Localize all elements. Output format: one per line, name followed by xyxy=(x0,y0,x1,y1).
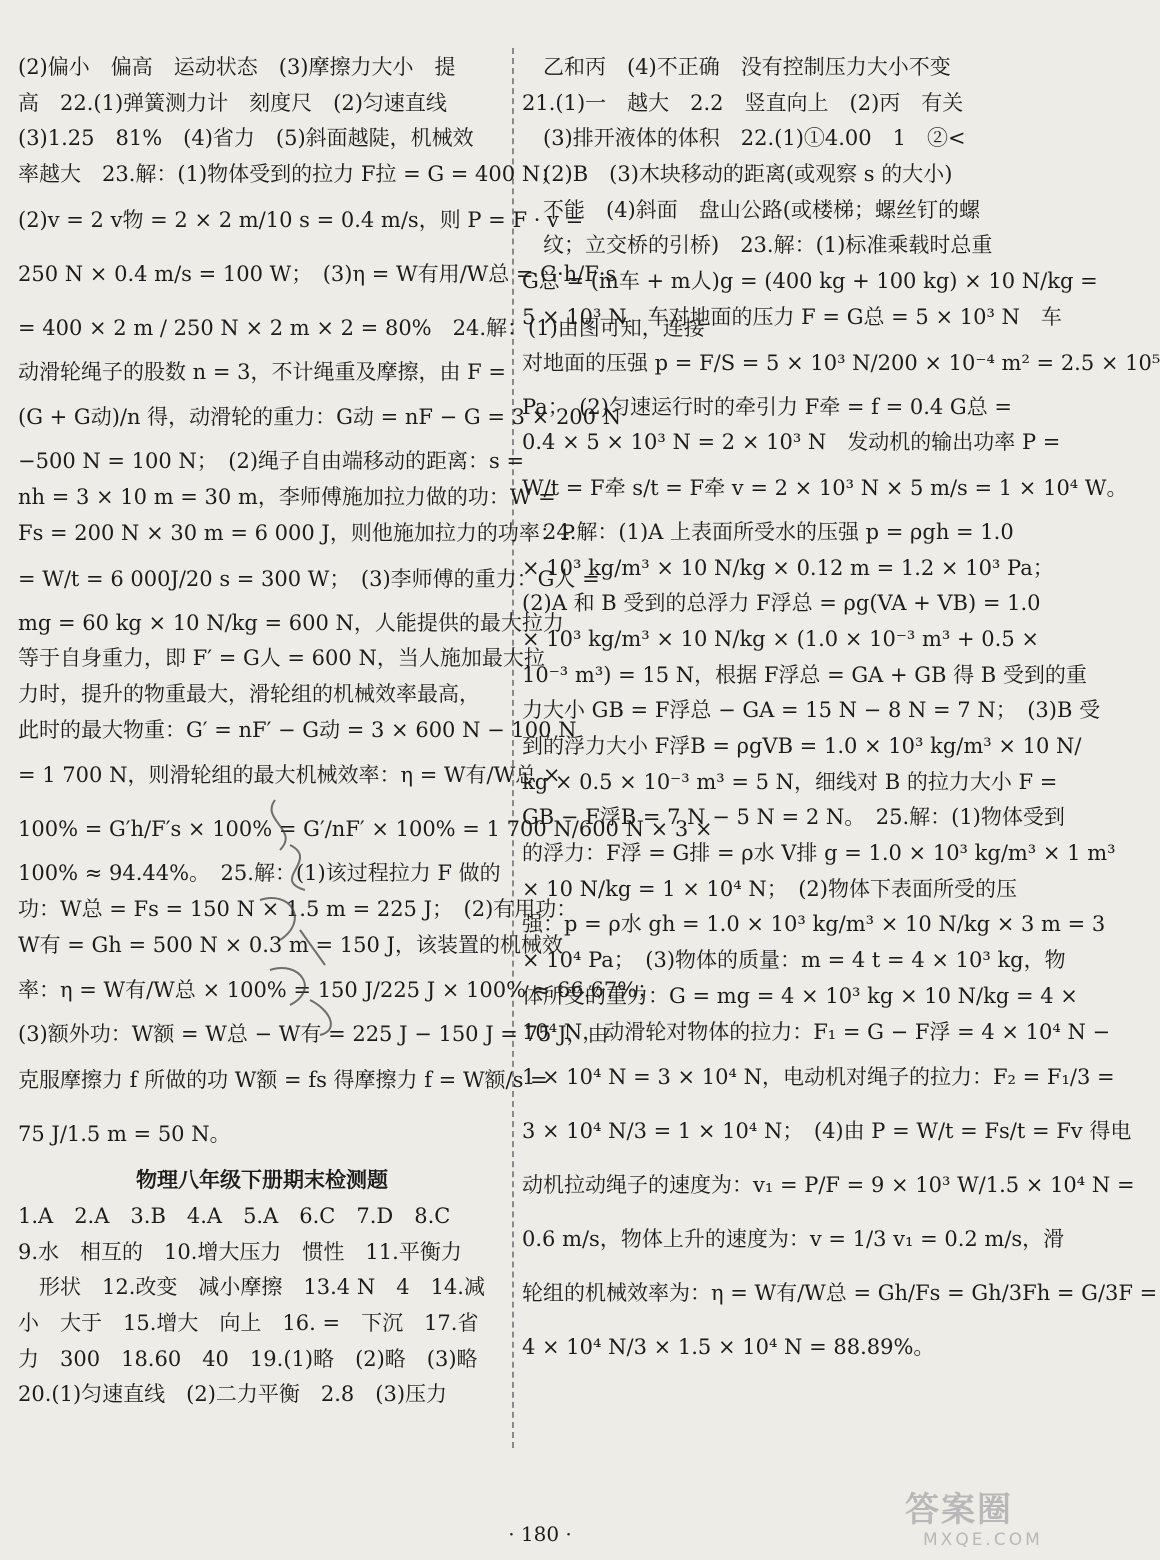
page-number: · 180 · xyxy=(508,1522,572,1546)
text-line: W/t = F牵 s/t = F牵 v = 2 × 10³ N × 5 m/s = 1 × 10⁴ W。 xyxy=(522,475,1128,500)
text-line: 10⁻³ m³) = 15 N，根据 F浮总 = GA + GB 得 B 受到的重 xyxy=(522,662,1087,687)
text-line: 75 J/1.5 m = 50 N。 xyxy=(18,1122,231,1146)
text-line: 乙和丙 (4)不正确 没有控制压力大小不变 xyxy=(522,55,951,79)
right-column xyxy=(522,50,1160,1374)
watermark-logo-text: 答案圈 xyxy=(905,1490,1013,1530)
text-line: W有 = Gh = 500 N × 0.3 m = 150 J，该装置的机械效 xyxy=(18,932,563,957)
text-line: 率越大 23.解：(1)物体受到的拉力 F拉 = G = 400 N； xyxy=(18,162,562,187)
text-line: Pa； (2)匀速运行时的牵引力 F牵 = f = 0.4 G总 = xyxy=(522,394,1012,419)
text-line: 力大小 GB = F浮总 − GA = 15 N − 8 N = 7 N； (3)B 受 xyxy=(522,698,1101,723)
text-line: 21.(1)一 越大 2.2 竖直向上 (2)丙 有关 xyxy=(522,90,964,115)
text-line: 功：W总 = Fs = 150 N × 1.5 m = 225 J； (2)有用功： xyxy=(18,896,578,921)
text-line: (3)额外功：W额 = W总 − W有 = 225 J − 150 J = 75 J，由 xyxy=(18,1022,609,1047)
section-title: 物理八年级下册期末检测题 xyxy=(136,1168,388,1192)
text-line: 轮组的机械效率为：η = W有/W总 = Gh/Fs = Gh/3Fh = G/3F = xyxy=(522,1281,1158,1306)
text-line: 250 N × 0.4 m/s = 100 W； (3)η = W有用/W总 = G·h/F·s xyxy=(18,261,617,286)
text-line: 率：η = W有/W总 × 100% = 150 J/225 J × 100% ≈ 66.67%； xyxy=(18,978,659,1003)
answer-line: 1.A 2.A 3.B 4.A 5.A 6.C 7.D 8.C xyxy=(18,1204,451,1228)
text-line: G总 = (m车 + m人)g = (400 kg + 100 kg) × 10 N/kg = xyxy=(522,269,1098,294)
text-line: 0.6 m/s，物体上升的速度为：v = 1/3 v₁ = 0.2 m/s，滑 xyxy=(522,1227,1065,1252)
text-line: = 400 × 2 m / 250 N × 2 m × 2 = 80% 24.解：(1)由图可知，连接 xyxy=(18,315,705,340)
answer-line: 小 大于 15.增大 向上 16. = 下沉 17.省 xyxy=(18,1311,479,1336)
text-line: × 10³ kg/m³ × 10 N/kg × 0.12 m = 1.2 × 10³ Pa； xyxy=(522,555,1054,580)
text-line: × 10³ kg/m³ × 10 N/kg × (1.0 × 10⁻³ m³ + 0.5 × xyxy=(522,626,1039,651)
text-line: = 1 700 N，则滑轮组的最大机械效率：η = W有/W总 × xyxy=(18,763,561,788)
text-line: 24.解：(1)A 上表面所受水的压强 p = ρgh = 1.0 xyxy=(522,519,1014,544)
text-line: 等于自身重力，即 F′ = G人 = 600 N，当人施加最大拉 xyxy=(18,646,545,671)
text-line: 3 × 10⁴ N/3 = 1 × 10⁴ N； (4)由 P = W/t = Fs/t = Fv 得电 xyxy=(522,1119,1132,1144)
text-line: (3)1.25 81% (4)省力 (5)斜面越陡，机械效 xyxy=(18,126,474,151)
left-column xyxy=(18,50,713,1413)
answer-line: 力 300 18.60 40 19.(1)略 (2)略 (3)略 xyxy=(18,1346,478,1371)
column-divider xyxy=(512,48,514,1448)
text-line: 的浮力：F浮 = G排 = ρ水 V排 g = 1.0 × 10³ kg/m³ × 1 m³ xyxy=(522,841,1116,866)
text-line: 高 22.(1)弹簧测力计 刻度尺 (2)匀速直线 xyxy=(18,90,447,115)
text-line: 到的浮力大小 F浮B = ρgVB = 1.0 × 10³ kg/m³ × 10 N/ xyxy=(522,734,1082,758)
answer-line: 20.(1)匀速直线 (2)二力平衡 2.8 (3)压力 xyxy=(18,1382,448,1407)
text-line: 动机拉动绳子的速度为：v₁ = P/F = 9 × 10³ W/1.5 × 10⁴ N = xyxy=(522,1173,1135,1198)
text-line: 体所受的重力：G = mg = 4 × 10³ kg × 10 N/kg = 4 × xyxy=(522,983,1078,1008)
text-line: 10⁴ N，动滑轮对物体的拉力：F₁ = G − F浮 = 4 × 10⁴ N − xyxy=(522,1019,1111,1044)
text-line: 0.4 × 5 × 10³ N = 2 × 10³ N 发动机的输出功率 P = xyxy=(522,430,1061,455)
text-line: (3)排开液体的体积 22.(1)①4.00 1 ②< xyxy=(522,126,966,151)
text-line: Fs = 200 N × 30 m = 6 000 J，则他施加拉力的功率：P xyxy=(18,520,575,545)
text-line: = W/t = 6 000J/20 s = 300 W； (3)李师傅的重力：G人 = xyxy=(18,566,600,591)
text-line: 5 × 10³ N 车对地面的压力 F = G总 = 5 × 10³ N 车 xyxy=(522,304,1062,329)
text-line: GB − F浮B = 7 N − 5 N = 2 N。 25.解：(1)物体受到 xyxy=(522,805,1065,830)
text-line: 此时的最大物重：G′ = nF′ − G动 = 3 × 600 N − 100 N xyxy=(18,717,577,742)
answer-line: 形状 12.改变 减小摩擦 13.4 N 4 14.减 xyxy=(18,1275,485,1300)
text-line: 100% ≈ 94.44%。 25.解：(1)该过程拉力 F 做的 xyxy=(18,861,501,886)
text-line: mg = 60 kg × 10 N/kg = 600 N，人能提供的最大拉力 xyxy=(18,610,564,635)
text-line: (2)B (3)木块移动的距离(或观察 s 的大小) xyxy=(522,162,953,187)
text-line: × 10⁴ Pa； (3)物体的质量：m = 4 t = 4 × 10³ kg，物 xyxy=(522,948,1066,973)
text-line: 动滑轮绳子的股数 n = 3，不计绳重及摩擦，由 F = xyxy=(18,359,507,384)
text-line: 力时，提升的物重最大，滑轮组的机械效率最高， xyxy=(18,681,480,706)
text-line: 对地面的压强 p = F/S = 5 × 10³ N/200 × 10⁻⁴ m² = 2.5 × 10⁵ xyxy=(522,350,1160,375)
text-line: 4 × 10⁴ N/3 × 1.5 × 10⁴ N = 88.89%。 xyxy=(522,1335,935,1360)
text-line: 100% = G′h/F′s × 100% = G′/nF′ × 100% = 1 700 N/600 N × 3 × xyxy=(18,817,713,842)
text-line: 强：p = ρ水 gh = 1.0 × 10³ kg/m³ × 10 N/kg × 3 m = 3 xyxy=(522,912,1106,937)
text-line: × 10 N/kg = 1 × 10⁴ N； (2)物体下表面所受的压 xyxy=(522,876,1017,901)
watermark-url: MXQE.COM xyxy=(923,1530,1043,1550)
answer-line: 9.水 相互的 10.增大压力 惯性 11.平衡力 xyxy=(18,1239,462,1264)
text-line: (2)A 和 B 受到的总浮力 F浮总 = ρg(VA + VB) = 1.0 xyxy=(522,591,1041,616)
text-line: (G + G动)/n 得，动滑轮的重力：G动 = nF − G = 3 × 200 N xyxy=(18,405,622,430)
text-line: nh = 3 × 10 m = 30 m，李师傅施加拉力做的功：W = xyxy=(18,485,556,510)
text-line: 1 × 10⁴ N = 3 × 10⁴ N，电动机对绳子的拉力：F₂ = F₁/3 = xyxy=(522,1065,1115,1090)
site-watermark xyxy=(905,1490,1075,1558)
text-line: 克服摩擦力 f 所做的功 W额 = fs 得摩擦力 f = W额/s = xyxy=(18,1068,548,1092)
text-line: kg × 0.5 × 10⁻³ m³ = 5 N，细线对 B 的拉力大小 F = xyxy=(522,769,1058,794)
text-line: (2)偏小 偏高 运动状态 (3)摩擦力大小 提 xyxy=(18,55,456,79)
text-line: (2)v = 2 v物 = 2 × 2 m/10 s = 0.4 m/s，则 P = F · v = xyxy=(18,207,584,232)
text-line: −500 N = 100 N； (2)绳子自由端移动的距离：s = xyxy=(18,449,525,474)
text-line: 不能 (4)斜面 盘山公路(或楼梯；螺丝钉的螺 xyxy=(522,197,980,222)
text-line: 纹；立交桥的引桥) 23.解：(1)标准乘载时总重 xyxy=(522,233,993,258)
